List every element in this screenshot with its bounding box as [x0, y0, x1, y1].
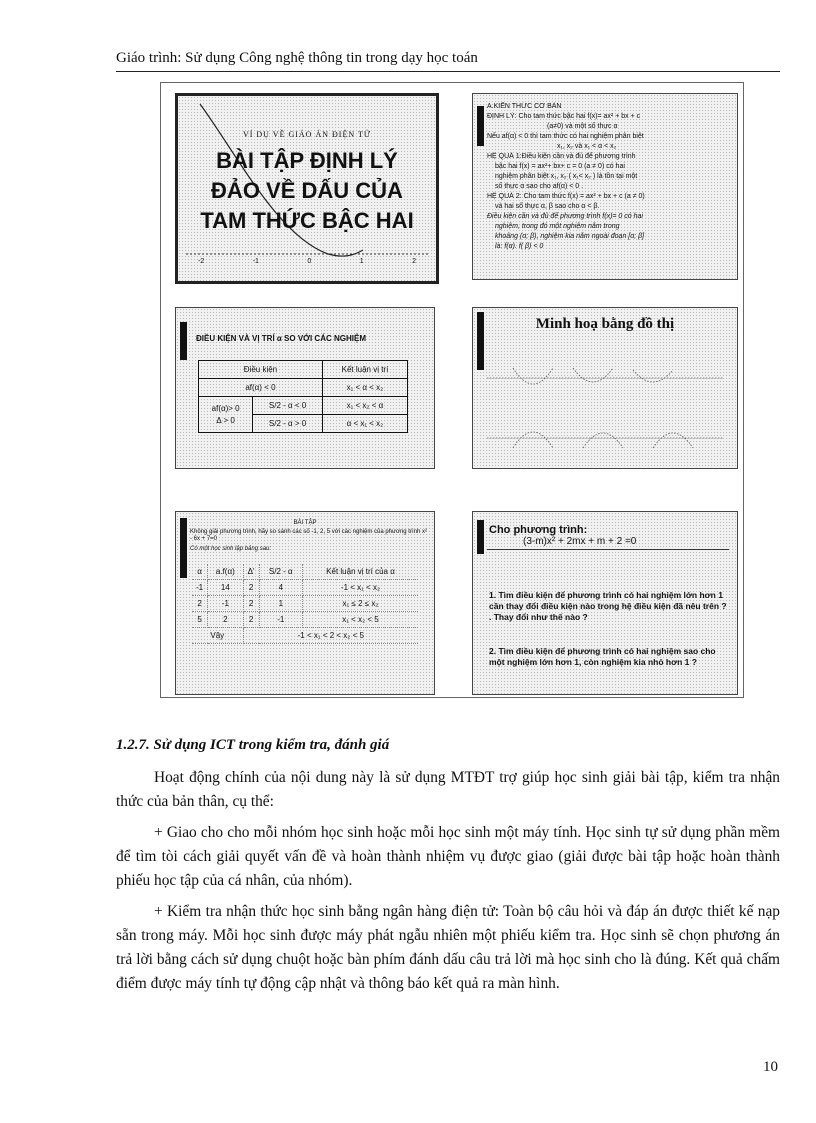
slide6-heading: Cho phương trình:	[489, 524, 588, 536]
slides-figure	[160, 82, 744, 698]
header-rule	[116, 71, 780, 72]
slide3-title: ĐIỀU KIỆN VÀ VỊ TRÍ α SO VỚI CÁC NGHIỆM	[196, 334, 366, 343]
slide-accent-bar	[180, 518, 187, 578]
condition-table: Điều kiện Kết luận vị trí af(α) < 0 x₁ < α < x₂ af(α)> 0 Δ > 0 S/2 - α < 0 x₁ < x₂ < α S/2 - α > 0 α < x₁ < x₂	[198, 360, 408, 433]
page-number: 10	[763, 1059, 778, 1075]
slide-graph-illustration	[472, 307, 738, 469]
slide-accent-bar	[477, 106, 484, 146]
slide6-equation: (3-m)x² + 2mx + m + 2 =0	[523, 536, 637, 547]
slide-condition-table	[175, 307, 435, 469]
slide6-question-1: 1. Tìm điều kiện để phương trình có hai nghiệm lớn hơn 1 cần thay đổi điều kiện nào trong hệ điều kiện đã nêu trên ? . Thay đổi như thế nào ?	[489, 590, 727, 622]
slide5-note: Có một học sinh lập bảng sau:	[190, 546, 272, 552]
page-header: Giáo trình: Sử dụng Công nghệ thông tin trong dạy học toán	[116, 50, 478, 66]
slide1-axis-labels: -2 -1 0 1 2	[198, 258, 416, 265]
slide5-label: BÀI TẬP	[293, 520, 317, 526]
slide-exercise	[175, 511, 435, 695]
slide5-prompt: Không giải phương trình, hãy so sánh các số -1, 2, 5 với các nghiệm của phương trình x² - 6x + 7=0	[190, 529, 427, 542]
parabola-illustrations	[473, 308, 737, 468]
slide-title	[175, 93, 439, 284]
slide-accent-bar	[477, 520, 484, 554]
slide2-text: A.KIẾN THỨC CƠ BẢN ĐỊNH LÝ: Cho tam thức bậc hai f(x)= ax² + bx + c (a≠0) và một số thực α Nếu af(α) < 0 thì tam thức có hai nghiệm phân biệt x₁, x₂ và x₁ < α < x₂ HỆ QUẢ 1:Điều kiện cần và đủ để phương trình bậc hai f(x) = ax²+ bx+ c = 0 (a ≠ 0) có hai nghiệm phân biệt x₁, x₂ ( x₁< x₂ ) là tồn tại một số thực α sao cho af(α) < 0 . HỆ QUẢ 2: Cho tam thức f(x) = ax² + bx + c (a ≠ 0) và hai số thực α, β sao cho α < β. Điều kiện cần và đủ để phương trình f(x)= 0 có hai nghiệm, trong đó một nghiệm nằm trong khoảng (α; β), nghiệm kia nằm ngoài đoạn [α; β] là: f(α). f( β) < 0	[487, 103, 645, 250]
slide-questions	[472, 511, 738, 695]
exercise-table: α a.f(α) Δ' S/2 - α Kết luận vị trí của α -1 14 2 4 -1 < x₁ < x₂ 2 -1 2 1 x₁ ≤ 2 ≤ x₂ 5 2 2 -1 x₁ < x₂ < 5 Vậy -1 < x₁ < 2 < x₂ < 5	[192, 564, 418, 644]
paragraph-2: + Giao cho cho mỗi nhóm học sinh hoặc mỗi học sinh một máy tính. Học sinh tự sử dụng phần mềm để tìm tòi cách giải quyết vấn đề và hoàn thành nhiệm vụ được giao (giải được bài tập hoặc hoàn thành phiếu học tập của cá nhân, của nhóm).	[116, 824, 780, 889]
table-row: 2 -1 2 1 x₁ ≤ 2 ≤ x₂	[192, 596, 418, 612]
slide4-title: Minh hoạ bằng đồ thị	[535, 316, 675, 332]
slide-theory	[472, 93, 738, 280]
table-row: Vậy -1 < x₁ < 2 < x₂ < 5	[192, 628, 418, 644]
section-title: 1.2.7. Sử dụng ICT trong kiểm tra, đánh giá	[116, 737, 390, 753]
paragraph-1: Hoạt động chính của nội dung này là sử dụng MTĐT trợ giúp học sinh giải bài tập, kiểm tra nhận thức của bản thân, cụ thể:	[116, 769, 780, 810]
slide-accent-bar	[180, 322, 187, 360]
slide6-divider	[487, 549, 729, 550]
slide6-question-2: 2. Tìm điều kiện để phương trình có hai nghiệm sao cho một nghiệm lớn hơn 1, còn nghiệm kia nhỏ hơn 1 ?	[489, 646, 716, 667]
paragraph-3: + Kiểm tra nhận thức học sinh bằng ngân hàng điện tử: Toàn bộ câu hỏi và đáp án được thiết kế nạp sẵn trong máy. Mỗi học sinh được máy phát ngẫu nhiên một phiếu kiểm tra. Học sinh sẽ chọn phương án trả lời bằng cách sử dụng chuột hoặc bàn phím đánh dấu câu trả lời mà học sinh cho là đúng. Kết quả chấm điểm được máy tính tự động cập nhật và thông báo kết quả ra màn hình.	[116, 903, 780, 992]
slide1-big-title: BÀI TẬP ĐỊNH LÝ ĐẢO VỀ DẤU CỦA TAM THỨC BẬC HAI	[200, 148, 414, 233]
slide1-small-title: VÍ DỤ VỀ GIÁO ÁN ĐIỆN TỬ	[242, 130, 372, 139]
table-row: 5 2 2 -1 x₁ < x₂ < 5	[192, 612, 418, 628]
table-row: -1 14 2 4 -1 < x₁ < x₂	[192, 580, 418, 596]
